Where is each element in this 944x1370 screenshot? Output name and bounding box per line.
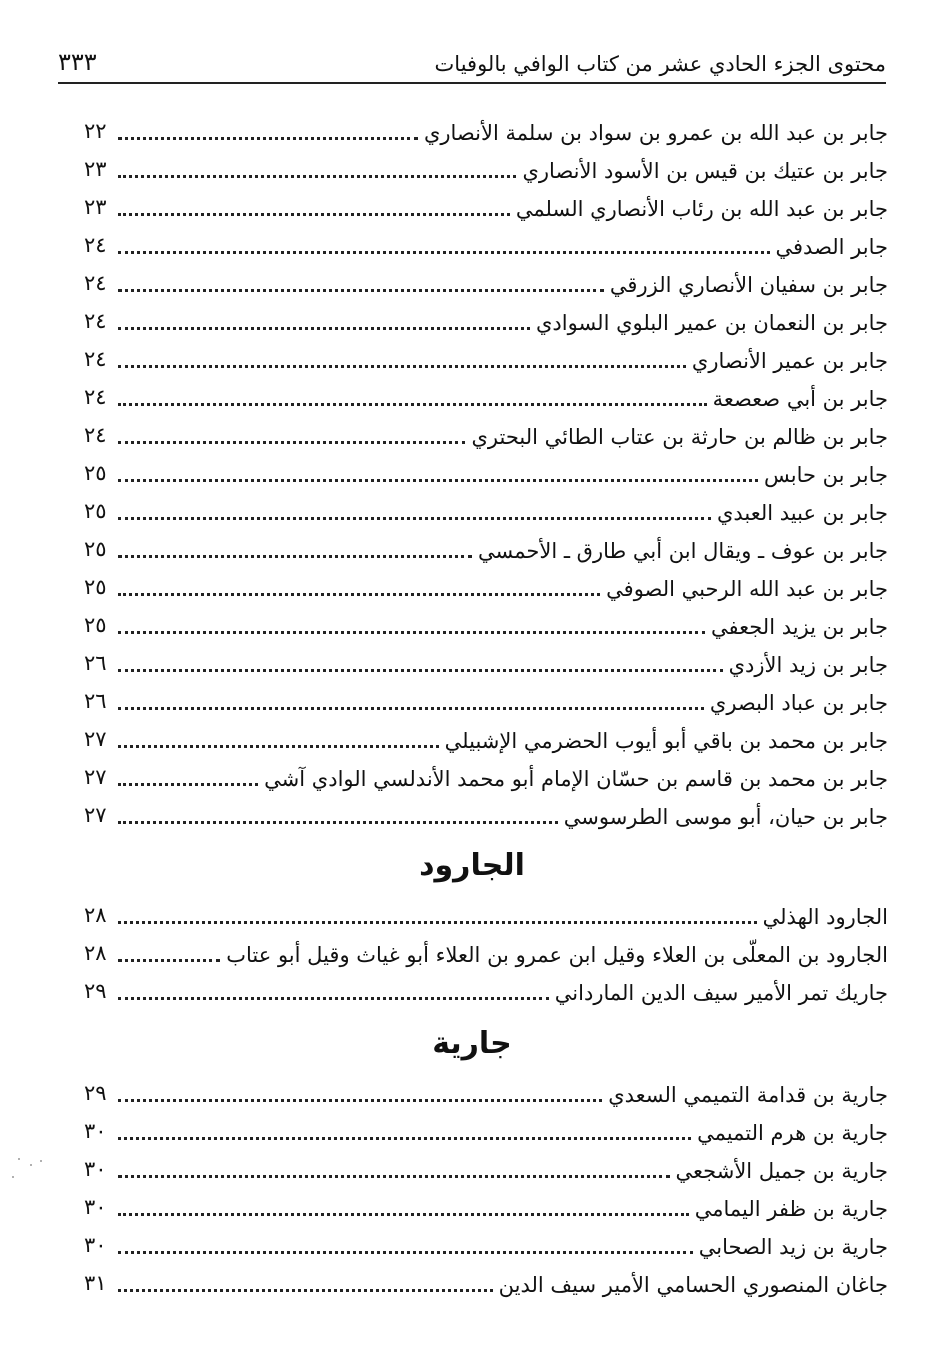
entry-page-number: ٢٤: [84, 385, 107, 409]
entry-page-number: ٢٨: [84, 903, 107, 927]
entry-name: جابر بن حيان، أبو موسى الطرسوسي: [563, 805, 888, 829]
running-title: محتوى الجزء الحادي عشر من كتاب الوافي بالوفيات: [434, 52, 886, 76]
scan-speck: [12, 1176, 14, 1178]
toc-entry: [84, 1224, 888, 1262]
dot-leader: [118, 289, 604, 292]
toc-entry: [84, 932, 888, 970]
entry-name: جارية بن هرم التميمي: [697, 1121, 888, 1145]
section-heading: الجارود: [419, 848, 525, 883]
entry-name: جابر بن سفيان الأنصاري الزرقي: [609, 273, 888, 297]
entry-page-number: ٣١: [84, 1271, 107, 1295]
dot-leader: [118, 403, 707, 406]
toc-entry: [84, 642, 888, 680]
toc-entry: [84, 414, 888, 452]
entry-name: جابر بن عبيد العبدي: [716, 501, 888, 525]
entry-name: جابر بن أبي صعصعة: [712, 387, 888, 411]
entry-name: جابر بن عباد البصري: [709, 691, 888, 715]
toc-entry: [84, 1110, 888, 1148]
entry-name: الجارود الهذلي: [762, 905, 888, 929]
page-header: [58, 44, 886, 84]
entry-page-number: ٢٣: [84, 195, 107, 219]
dot-leader: [118, 1213, 689, 1216]
entry-page-number: ٢٤: [84, 309, 107, 333]
toc-entry: [84, 894, 888, 932]
entry-page-number: ٢٩: [84, 979, 107, 1003]
dot-leader: [118, 479, 758, 482]
toc-entry: [84, 1072, 888, 1110]
dot-leader: [118, 555, 472, 558]
toc-entry: [84, 718, 888, 756]
entry-page-number: ٢٤: [84, 423, 107, 447]
dot-leader: [118, 365, 686, 368]
entry-page-number: ٣٠: [84, 1195, 107, 1219]
dot-leader: [118, 745, 439, 748]
entry-name: جابر بن عبد الله بن عمرو بن سواد بن سلمة الأنصاري: [423, 121, 888, 145]
entry-name: جابر الصدفي: [775, 235, 888, 259]
toc-entry: [84, 338, 888, 376]
entry-page-number: ٢٥: [84, 461, 107, 485]
entry-name: جابر بن النعمان بن عمير البلوي السوادي: [535, 311, 888, 335]
entry-page-number: ٢٧: [84, 727, 107, 751]
toc-entry: [84, 680, 888, 718]
dot-leader: [118, 997, 549, 1000]
entry-name: جارية بن ظفر اليمامي: [694, 1197, 888, 1221]
entry-page-number: ٢٢: [84, 119, 107, 143]
entry-name: جابر بن محمد بن قاسم بن حسّان الإمام أبو محمد الأندلسي الوادي آشي: [264, 767, 888, 791]
entry-name: جابر بن عتيك بن قيس بن الأسود الأنصاري: [522, 159, 888, 183]
toc-entry: [84, 148, 888, 186]
toc-entry: [84, 224, 888, 262]
toc-entry: [84, 1262, 888, 1300]
dot-leader: [118, 327, 530, 330]
toc-entry: [84, 528, 888, 566]
toc-entry: [84, 262, 888, 300]
dot-leader: [118, 137, 418, 140]
dot-leader: [118, 707, 704, 710]
entry-page-number: ٢٦: [84, 651, 107, 675]
dot-leader: [118, 213, 510, 216]
entry-name: الجارود بن المعلّى بن العلاء وقيل ابن عمرو بن العلاء أبو غياث وقيل أبو عتاب: [226, 943, 888, 967]
toc-entry: [84, 186, 888, 224]
entry-name: جابر بن يزيد الجعفي: [710, 615, 888, 639]
entry-page-number: ٢٥: [84, 575, 107, 599]
toc-entry: [84, 794, 888, 832]
dot-leader: [118, 1289, 493, 1292]
entry-name: جابر بن ظالم بن حارثة بن عتاب الطائي البحتري: [471, 425, 888, 449]
toc-entry: [84, 110, 888, 148]
entry-name: جابر بن عوف ـ ويقال ابن أبي طارق ـ الأحمسي: [477, 539, 888, 563]
entry-name: جارية بن قدامة التميمي السعدي: [608, 1083, 888, 1107]
section-heading: جارية: [432, 1026, 512, 1061]
page-number: ٣٣٣: [58, 48, 97, 76]
entry-name: جارية بن جميل الأشجعي: [675, 1159, 888, 1183]
dot-leader: [118, 517, 711, 520]
toc-entry: [84, 452, 888, 490]
entry-name: جابر بن زيد الأزدي: [728, 653, 888, 677]
dot-leader: [118, 175, 516, 178]
dot-leader: [118, 251, 770, 254]
dot-leader: [118, 631, 705, 634]
toc-entry: [84, 490, 888, 528]
entry-page-number: ٢٧: [84, 803, 107, 827]
entry-page-number: ٢٦: [84, 689, 107, 713]
entry-page-number: ٢٥: [84, 499, 107, 523]
entry-name: جابر بن عبد الله بن رئاب الأنصاري السلمي: [515, 197, 888, 221]
entry-page-number: ٢٥: [84, 613, 107, 637]
entry-name: جابر بن محمد بن باقي أبو أيوب الحضرمي الإشبيلي: [444, 729, 888, 753]
entry-page-number: ٢٨: [84, 941, 107, 965]
dot-leader: [118, 1251, 693, 1254]
toc-entry: [84, 970, 888, 1008]
toc-entry: [84, 604, 888, 642]
toc-entry: [84, 300, 888, 338]
toc-entry: [84, 1186, 888, 1224]
dot-leader: [118, 821, 558, 824]
entry-page-number: ٢٧: [84, 765, 107, 789]
entry-name: جاريك تمر الأمير سيف الدين المارداني: [554, 981, 888, 1005]
toc-entry: [84, 756, 888, 794]
entry-name: جارية بن زيد الصحابي: [698, 1235, 888, 1259]
entry-page-number: ٢٤: [84, 271, 107, 295]
entry-page-number: ٣٠: [84, 1233, 107, 1257]
entry-page-number: ٣٠: [84, 1119, 107, 1143]
dot-leader: [118, 959, 220, 962]
entry-page-number: ٢٩: [84, 1081, 107, 1105]
dot-leader: [118, 1099, 602, 1102]
entry-name: جاغان المنصوري الحسامي الأمير سيف الدين: [498, 1273, 888, 1297]
dot-leader: [118, 593, 600, 596]
dot-leader: [118, 783, 258, 786]
entry-name: جابر بن حابس: [764, 463, 888, 487]
entry-name: جابر بن عمير الأنصاري: [691, 349, 888, 373]
entry-name: جابر بن عبد الله الرحبي الصوفي: [606, 577, 888, 601]
entry-page-number: ٣٠: [84, 1157, 107, 1181]
dot-leader: [118, 669, 723, 672]
scan-speck: [18, 1158, 20, 1160]
toc-entry: [84, 566, 888, 604]
dot-leader: [118, 921, 757, 924]
entry-page-number: ٢٤: [84, 233, 107, 257]
toc-entry: [84, 1148, 888, 1186]
dot-leader: [118, 1175, 670, 1178]
entry-page-number: ٢٥: [84, 537, 107, 561]
dot-leader: [118, 1137, 691, 1140]
toc-entry: [84, 376, 888, 414]
dot-leader: [118, 441, 465, 444]
scan-speck: [30, 1164, 32, 1166]
scan-speck: [40, 1160, 42, 1162]
entry-page-number: ٢٣: [84, 157, 107, 181]
entry-page-number: ٢٤: [84, 347, 107, 371]
